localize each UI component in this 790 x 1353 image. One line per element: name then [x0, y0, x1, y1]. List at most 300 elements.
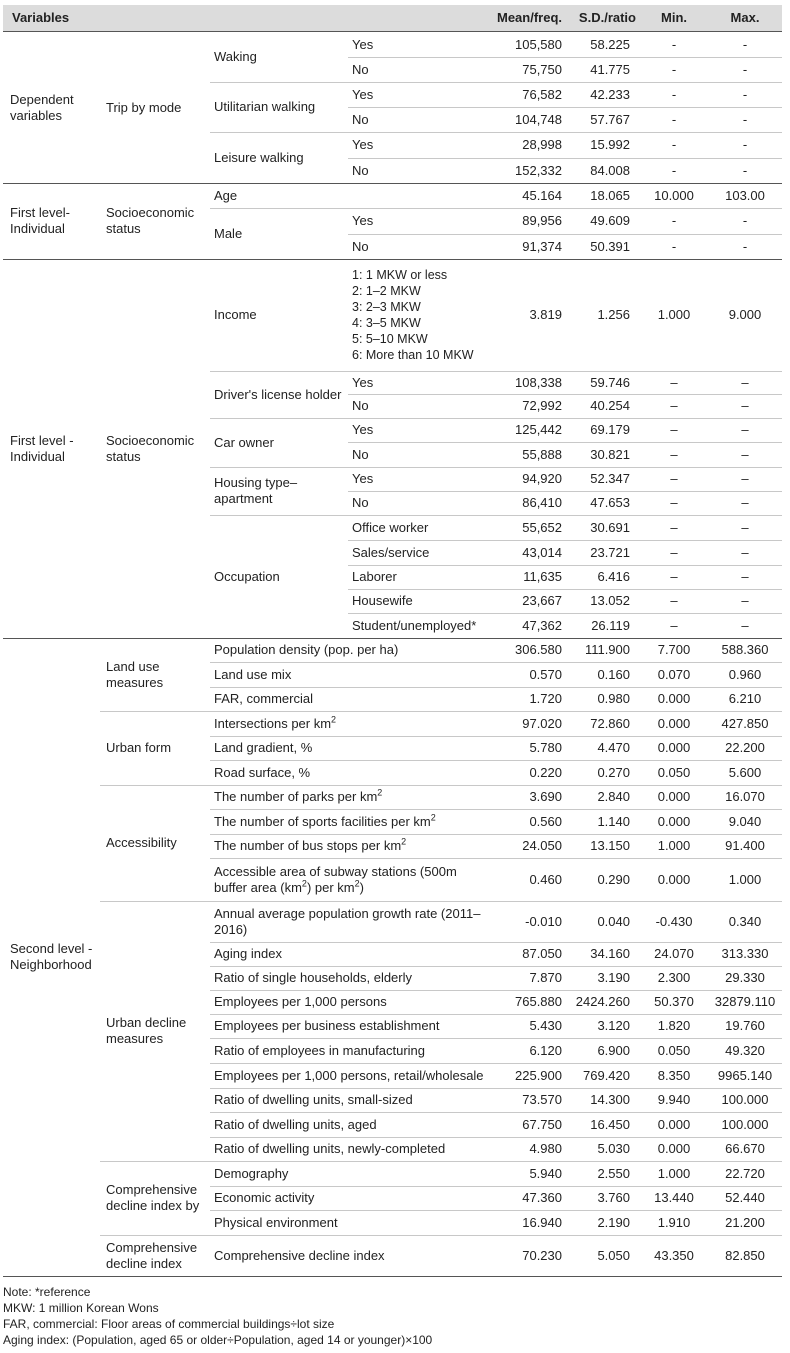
header-sd: S.D./ratio — [578, 10, 636, 25]
note-line: MKW: 1 million Korean Wons — [3, 1301, 159, 1315]
cell-min: – — [670, 422, 678, 437]
cell-mean: 5.780 — [529, 740, 562, 755]
cell-sd: 4.470 — [597, 740, 630, 755]
cell-detail: No — [352, 238, 369, 254]
variable-rule — [210, 1063, 782, 1064]
cell-variable: Comprehensive decline index — [214, 1247, 385, 1263]
cell-variable: Leisure walking — [214, 149, 304, 165]
cell-detail: 1: 1 MKW or less 2: 1–2 MKW 3: 2–3 MKW 4: 3–5 MKW 5: 5–10 MKW 6: More than 10 MKW — [352, 268, 474, 362]
cell-min: - — [671, 137, 677, 152]
cell-min: 0.000 — [657, 871, 691, 887]
cell-min: 24.070 — [654, 946, 694, 961]
cell-mean: 0.560 — [529, 813, 562, 829]
cell-variable: Car owner — [214, 434, 274, 450]
cell-detail: No — [352, 61, 369, 77]
cell-sd: 15.992 — [590, 137, 630, 152]
cell-mean: 125,442 — [515, 422, 562, 437]
detail-rule — [348, 158, 782, 159]
cell-mean: 0.570 — [529, 666, 562, 682]
cell-max: 82.850 — [725, 1247, 765, 1263]
cell-mean: 1.720 — [529, 691, 562, 706]
cell-mean: 91,374 — [522, 238, 562, 254]
cell-min: 10.000 — [654, 187, 694, 203]
cell-sd: 0.980 — [597, 691, 630, 706]
cell-sd: 3.190 — [597, 970, 630, 985]
cell-variable: The number of parks per $km^2$ — [214, 787, 383, 804]
cell-sd: 42.233 — [590, 86, 630, 102]
detail-rule — [348, 394, 782, 395]
cell-min: - — [671, 111, 677, 127]
cell-max: – — [741, 471, 749, 486]
group-rule — [3, 259, 782, 260]
cell-min: 7.700 — [657, 642, 691, 657]
cell-mean: 5.430 — [529, 1018, 562, 1033]
cell-detail: Yes — [352, 213, 374, 228]
cell-max: - — [742, 137, 748, 152]
cell-variable: Utilitarian walking — [214, 99, 316, 114]
cell-sd: 30.821 — [590, 446, 630, 462]
detail-rule — [348, 540, 782, 541]
variable-rule — [210, 760, 782, 761]
note-line: FAR, commercial: Floor areas of commercial buildings÷lot size — [3, 1317, 335, 1331]
cell-sd: 1.140 — [597, 813, 630, 829]
cell-sd: 23.721 — [590, 544, 630, 560]
cell-sd: 49.609 — [590, 213, 630, 228]
cell-detail: No — [352, 398, 369, 413]
cell-min: 0.000 — [657, 1116, 691, 1132]
cell-variable: Ratio of dwelling units, newly-completed — [214, 1141, 446, 1156]
cell-max: - — [742, 162, 748, 178]
cell-min: - — [671, 238, 677, 254]
cell-max: 52.440 — [725, 1190, 765, 1205]
cell-subgroup: Trip by mode — [106, 99, 182, 115]
variable-rule — [210, 1112, 782, 1113]
cell-sd: 1.256 — [597, 307, 630, 322]
cell-mean: 72,992 — [522, 398, 562, 413]
cell-variable: Aging index — [214, 946, 282, 961]
cell-variable: The number of sports facilities per $km^2$ — [214, 812, 436, 829]
note-line: Aging index: (Population, aged 65 or older÷Population, aged 14 or younger)×100 — [3, 1333, 433, 1347]
cell-max: 9965.140 — [717, 1067, 773, 1083]
cell-max: 1.000 — [728, 871, 762, 887]
cell-detail: Sales/service — [352, 544, 430, 560]
cell-subgroup: Socioeconomic status — [106, 432, 195, 464]
cell-variable: FAR, commercial — [214, 691, 313, 706]
cell-min: – — [670, 544, 678, 560]
variable-rule — [210, 736, 782, 737]
cell-mean: 16.940 — [522, 1214, 562, 1230]
cell-sd: 6.416 — [597, 569, 630, 584]
cell-mean: 55,888 — [522, 446, 562, 462]
variable-rule — [210, 467, 782, 468]
cell-detail: Yes — [352, 471, 374, 486]
cell-max: – — [741, 617, 749, 633]
cell-sd: 84.008 — [590, 162, 630, 178]
cell-sd: 16.450 — [590, 1116, 630, 1132]
cell-max: 103.00 — [725, 187, 765, 203]
group-rule — [3, 1276, 782, 1277]
variable-rule — [210, 809, 782, 810]
cell-max: 100.000 — [721, 1116, 769, 1132]
cell-mean: 76,582 — [522, 86, 562, 102]
note-line: Note: *reference — [3, 1285, 91, 1299]
cell-max: - — [742, 61, 748, 77]
cell-min: 1.820 — [657, 1018, 691, 1033]
cell-max: 100.000 — [721, 1092, 769, 1107]
cell-variable: Physical environment — [214, 1214, 338, 1230]
cell-sd: 30.691 — [590, 519, 630, 535]
cell-detail: Laborer — [352, 569, 397, 584]
cell-sd: 3.760 — [597, 1190, 630, 1205]
cell-min: 9.940 — [657, 1092, 691, 1107]
cell-mean: 24.050 — [522, 838, 562, 853]
cell-max: – — [741, 519, 749, 535]
cell-mean: 306.580 — [515, 642, 562, 657]
group-rule — [3, 183, 782, 184]
cell-max: - — [742, 213, 748, 228]
variable-rule — [210, 1014, 782, 1015]
cell-sd: 2424.260 — [575, 994, 630, 1009]
cell-detail: Student/unemployed* — [352, 617, 477, 633]
cell-min: 1.000 — [657, 307, 691, 322]
cell-variable: Demography — [214, 1165, 289, 1181]
variable-rule — [210, 515, 782, 516]
variable-rule — [210, 132, 782, 133]
detail-rule — [348, 234, 782, 235]
cell-variable: Annual average population growth rate (2011–2016) — [214, 905, 481, 937]
cell-sd: 6.900 — [597, 1042, 630, 1058]
cell-sd: 26.119 — [591, 617, 630, 633]
cell-sd: 13.052 — [590, 593, 630, 608]
cell-sd: 3.120 — [597, 1018, 630, 1033]
cell-mean: 4.980 — [529, 1141, 562, 1156]
cell-min: -0.430 — [655, 913, 693, 929]
cell-mean: 75,750 — [522, 61, 562, 77]
cell-sd: 59.746 — [590, 374, 630, 390]
cell-mean: 67.750 — [522, 1116, 562, 1132]
subgroup-rule — [100, 785, 782, 786]
detail-rule — [348, 107, 782, 108]
cell-min: - — [671, 36, 677, 52]
cell-variable: Ratio of dwelling units, small-sized — [214, 1092, 413, 1107]
cell-sd: 40.254 — [590, 398, 630, 413]
cell-sd: 13.150 — [590, 838, 630, 853]
subgroup-rule — [100, 1235, 782, 1236]
cell-min: - — [671, 61, 677, 77]
cell-variable: Driver's license holder — [214, 386, 342, 402]
cell-variable: Ratio of employees in manufacturing — [214, 1042, 426, 1058]
cell-mean: 152,332 — [515, 162, 562, 178]
cell-min: - — [671, 162, 677, 178]
cell-min: – — [670, 446, 678, 462]
cell-mean: 73.570 — [522, 1092, 562, 1107]
cell-subgroup: Socioeconomic status — [106, 205, 195, 236]
cell-detail: No — [352, 495, 369, 510]
cell-subgroup: Urban decline measures — [106, 1015, 187, 1046]
cell-sd: 41.775 — [590, 61, 630, 77]
cell-min: – — [670, 471, 678, 486]
cell-mean: -0.010 — [525, 913, 562, 929]
cell-max: 22.720 — [725, 1165, 765, 1181]
variable-rule — [210, 834, 782, 835]
cell-min: 0.000 — [657, 789, 691, 804]
cell-min: 43.350 — [654, 1247, 694, 1263]
cell-max: – — [741, 398, 749, 413]
variable-rule — [210, 942, 782, 943]
cell-max: 49.320 — [725, 1042, 765, 1058]
variable-rule — [210, 1210, 782, 1211]
variable-rule — [210, 662, 782, 663]
cell-sd: 72.860 — [590, 715, 630, 731]
cell-max: 66.670 — [725, 1141, 765, 1156]
cell-variable: Accessible area of subway stations (500m buffer area $(km^2)$ per $km^2$) — [214, 863, 457, 895]
cell-sd: 58.225 — [590, 36, 630, 52]
cell-variable: The number of bus stops per $km^2$ — [214, 836, 407, 853]
cell-detail: No — [352, 111, 369, 127]
subgroup-rule — [100, 901, 782, 902]
cell-mean: 23,667 — [522, 593, 562, 608]
cell-mean: 3.690 — [529, 789, 562, 804]
variable-rule — [210, 1186, 782, 1187]
subgroup-rule — [100, 1161, 782, 1162]
cell-detail: Housewife — [352, 593, 413, 608]
cell-mean: 5.940 — [529, 1165, 562, 1181]
cell-sd: 111.900 — [584, 642, 630, 657]
cell-mean: 0.220 — [529, 764, 562, 780]
cell-variable: Intersections per $km^2$ — [214, 714, 337, 731]
cell-mean: 11,635 — [523, 569, 562, 584]
cell-min: – — [670, 398, 678, 413]
variable-rule — [210, 82, 782, 83]
cell-sd: 2.550 — [597, 1165, 630, 1181]
variable-rule — [210, 418, 782, 419]
cell-min: – — [670, 593, 678, 608]
variable-rule — [210, 858, 782, 859]
cell-min: 13.440 — [654, 1190, 694, 1205]
cell-variable: Land use mix — [214, 666, 292, 682]
variable-rule — [210, 1137, 782, 1138]
cell-max: - — [742, 86, 748, 102]
detail-rule — [348, 491, 782, 492]
cell-max: 0.340 — [728, 913, 762, 929]
cell-variable: Employees per 1,000 persons — [214, 994, 387, 1009]
cell-sd: 47.653 — [590, 495, 630, 510]
header-max: Max. — [730, 10, 760, 25]
cell-mean: 94,920 — [522, 471, 562, 486]
cell-min: 0.050 — [657, 1042, 691, 1058]
cell-mean: 47.360 — [522, 1190, 562, 1205]
cell-sd: 50.391 — [590, 238, 630, 254]
cell-sd: 52.347 — [590, 471, 630, 486]
cell-variable: Income — [214, 307, 257, 322]
cell-max: – — [741, 569, 749, 584]
cell-mean: 3.819 — [529, 307, 562, 322]
detail-rule — [348, 565, 782, 566]
cell-max: - — [742, 238, 748, 254]
cell-max: 6.210 — [728, 691, 762, 706]
cell-subgroup: Urban form — [106, 740, 172, 755]
header-rule — [3, 31, 782, 32]
cell-min: 2.300 — [657, 970, 691, 985]
cell-mean: 7.870 — [529, 970, 562, 985]
cell-max: – — [741, 446, 749, 462]
variable-rule — [210, 1038, 782, 1039]
cell-max: – — [741, 422, 749, 437]
cell-group: Second level - Neighborhood — [10, 941, 93, 972]
cell-sd: 0.290 — [597, 871, 630, 887]
cell-mean: 225.900 — [515, 1067, 562, 1083]
cell-variable: Land gradient, % — [214, 740, 313, 755]
cell-max: 22.200 — [725, 740, 765, 755]
cell-sd: 34.160 — [590, 946, 630, 961]
cell-sd: 769.420 — [583, 1067, 630, 1083]
cell-detail: Yes — [352, 422, 374, 437]
cell-min: 1.910 — [657, 1214, 691, 1230]
cell-mean: 55,652 — [522, 519, 562, 535]
cell-detail: No — [352, 162, 369, 178]
cell-min: – — [670, 569, 678, 584]
cell-variable: Ratio of single households, elderly — [214, 970, 413, 985]
cell-variable: Population density (pop. per ha) — [214, 642, 399, 657]
cell-variable: Male — [214, 225, 243, 241]
variable-rule — [210, 1088, 782, 1089]
cell-max: 5.600 — [728, 764, 762, 780]
cell-mean: 87.050 — [522, 946, 562, 961]
cell-subgroup: Land use measures — [106, 658, 164, 690]
cell-min: 1.000 — [657, 1165, 691, 1181]
cell-variable: Housing type–apartment — [214, 475, 298, 506]
detail-rule — [348, 589, 782, 590]
cell-detail: Yes — [352, 36, 374, 52]
cell-sd: 0.270 — [597, 764, 630, 780]
cell-min: - — [671, 86, 677, 102]
cell-min: 0.070 — [657, 666, 691, 682]
cell-sd: 5.030 — [597, 1141, 630, 1156]
cell-max: 9.040 — [728, 813, 762, 829]
variable-rule — [210, 208, 782, 209]
cell-mean: 47,362 — [522, 617, 562, 633]
cell-min: – — [670, 495, 678, 510]
cell-sd: 69.179 — [590, 422, 630, 437]
cell-mean: 765.880 — [515, 994, 562, 1009]
subgroup-rule — [100, 711, 782, 712]
cell-max: – — [741, 374, 749, 390]
cell-sd: 5.050 — [597, 1247, 630, 1263]
cell-max: 0.960 — [728, 666, 762, 682]
cell-min: – — [670, 617, 678, 633]
cell-max: 29.330 — [725, 970, 765, 985]
cell-min: 0.000 — [657, 691, 691, 706]
cell-variable: Employees per 1,000 persons, retail/wholesale — [214, 1067, 484, 1083]
cell-sd: 18.065 — [590, 187, 630, 203]
cell-min: 0.000 — [657, 1141, 691, 1156]
cell-max: – — [741, 593, 749, 608]
cell-sd: 0.160 — [597, 666, 630, 682]
cell-min: 1.000 — [657, 838, 691, 853]
cell-max: 427.850 — [721, 715, 769, 731]
cell-min: – — [670, 519, 678, 535]
cell-min: 0.000 — [657, 715, 691, 731]
cell-mean: 6.120 — [529, 1042, 562, 1058]
cell-variable: Age — [214, 187, 238, 203]
cell-variable: Road surface, % — [214, 764, 311, 780]
cell-mean: 28,998 — [522, 137, 562, 152]
cell-min: 0.000 — [657, 740, 691, 755]
cell-mean: 104,748 — [515, 111, 562, 127]
cell-variable: Ratio of dwelling units, aged — [214, 1116, 377, 1132]
cell-max: - — [742, 36, 748, 52]
cell-variable: Occupation — [214, 568, 280, 584]
variable-rule — [210, 371, 782, 372]
detail-rule — [348, 442, 782, 443]
cell-mean: 70.230 — [522, 1247, 562, 1263]
variable-rule — [210, 990, 782, 991]
cell-variable: Employees per business establishment — [214, 1018, 440, 1033]
cell-max: - — [742, 111, 748, 127]
cell-variable: Economic activity — [214, 1190, 315, 1205]
cell-max: 16.070 — [725, 789, 765, 804]
cell-group: Dependent variables — [10, 91, 74, 123]
cell-sd: 0.040 — [597, 913, 630, 929]
variable-rule — [210, 966, 782, 967]
variable-rule — [210, 687, 782, 688]
cell-sd: 14.300 — [590, 1092, 630, 1107]
cell-group: First level - Individual — [10, 432, 74, 464]
cell-variable: Waking — [214, 49, 257, 64]
cell-subgroup: Comprehensive decline index — [106, 1239, 198, 1271]
detail-rule — [348, 57, 782, 58]
cell-max: 91.400 — [725, 838, 765, 853]
cell-min: – — [670, 374, 678, 390]
cell-max: 588.360 — [721, 642, 769, 657]
cell-mean: 86,410 — [522, 495, 562, 510]
header-mean: Mean/freq. — [496, 10, 562, 25]
cell-detail: Yes — [352, 137, 374, 152]
cell-sd: 2.190 — [597, 1214, 630, 1230]
cell-mean: 43,014 — [522, 544, 562, 560]
cell-subgroup: Comprehensive decline index by — [106, 1182, 200, 1213]
cell-max: 19.760 — [725, 1018, 765, 1033]
group-rule — [3, 638, 782, 639]
cell-detail: Yes — [352, 86, 374, 102]
cell-mean: 89,956 — [522, 213, 562, 228]
header-variables: Variables — [12, 10, 70, 25]
cell-sd: 57.767 — [590, 111, 630, 127]
cell-mean: 105,580 — [515, 36, 562, 52]
cell-max: 9.000 — [728, 307, 762, 322]
header-min: Min. — [661, 10, 687, 25]
cell-detail: No — [352, 446, 369, 462]
cell-min: 0.000 — [657, 813, 691, 829]
cell-max: – — [741, 495, 749, 510]
cell-subgroup: Accessibility — [106, 835, 177, 850]
cell-max: 21.200 — [725, 1214, 765, 1230]
cell-group: First level-Individual — [10, 205, 70, 236]
cell-max: 313.330 — [721, 946, 769, 961]
cell-max: – — [741, 544, 749, 560]
cell-detail: Yes — [352, 374, 374, 390]
cell-mean: 108,338 — [515, 374, 562, 390]
cell-min: 8.350 — [657, 1067, 691, 1083]
cell-min: - — [671, 213, 677, 228]
detail-rule — [348, 613, 782, 614]
cell-max: 32879.110 — [714, 994, 776, 1009]
cell-mean: 97.020 — [522, 715, 562, 731]
cell-sd: 2.840 — [597, 789, 630, 804]
cell-mean: 45.164 — [522, 187, 562, 203]
cell-mean: 0.460 — [529, 871, 562, 887]
cell-min: 0.050 — [657, 764, 691, 780]
